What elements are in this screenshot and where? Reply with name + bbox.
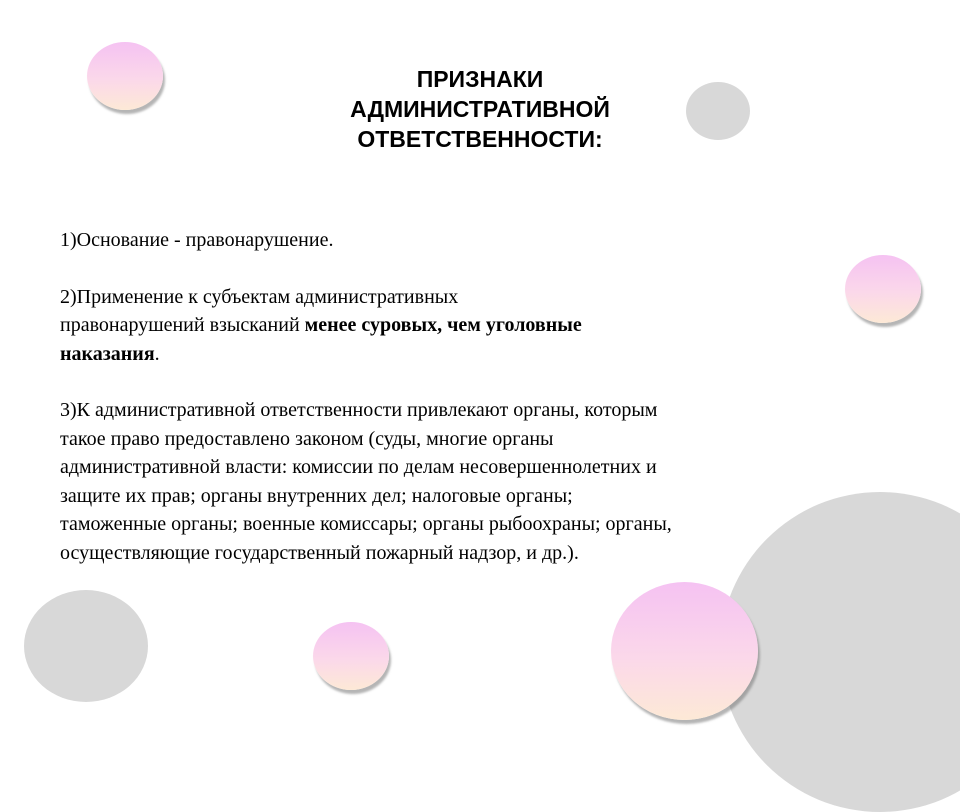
decorative-circle-pink-top-left [87, 42, 163, 110]
list-item-1: 1)Основание - правонарушение. [60, 229, 334, 251]
decorative-circle-pink-bottom-small [313, 622, 389, 690]
slide-title [270, 64, 690, 154]
decorative-circle-gray-top [686, 82, 750, 140]
list-item-2-bold-text: менее суровых, чем уголовные наказания [60, 314, 582, 365]
list-item-2-end: . [154, 342, 160, 365]
slide-body [60, 226, 920, 567]
list-item-2 [60, 283, 920, 369]
decorative-circle-gray-bottom-left [24, 590, 148, 702]
list-item-3: 3)К административной ответственности привлекают органы, которым такое право предоставлено законом (суды, многие органы административной власти: комиссии по делам несовершеннолетних и защите их прав; органы внутренних дел; налоговые органы; таможенные органы; военные комиссары; органы рыбоохраны; органы, осуществляющие государственный пожарный надзор, и др.). [60, 399, 672, 564]
slide-title-text: ПРИЗНАКИ АДМИНИСТРАТИВНОЙ ОТВЕТСТВЕННОСТИ: [350, 66, 610, 152]
list-item-2-text: 2)Применение к субъектам административных правонарушений взысканий [60, 285, 459, 336]
decorative-circle-pink-bottom-large [611, 582, 758, 720]
